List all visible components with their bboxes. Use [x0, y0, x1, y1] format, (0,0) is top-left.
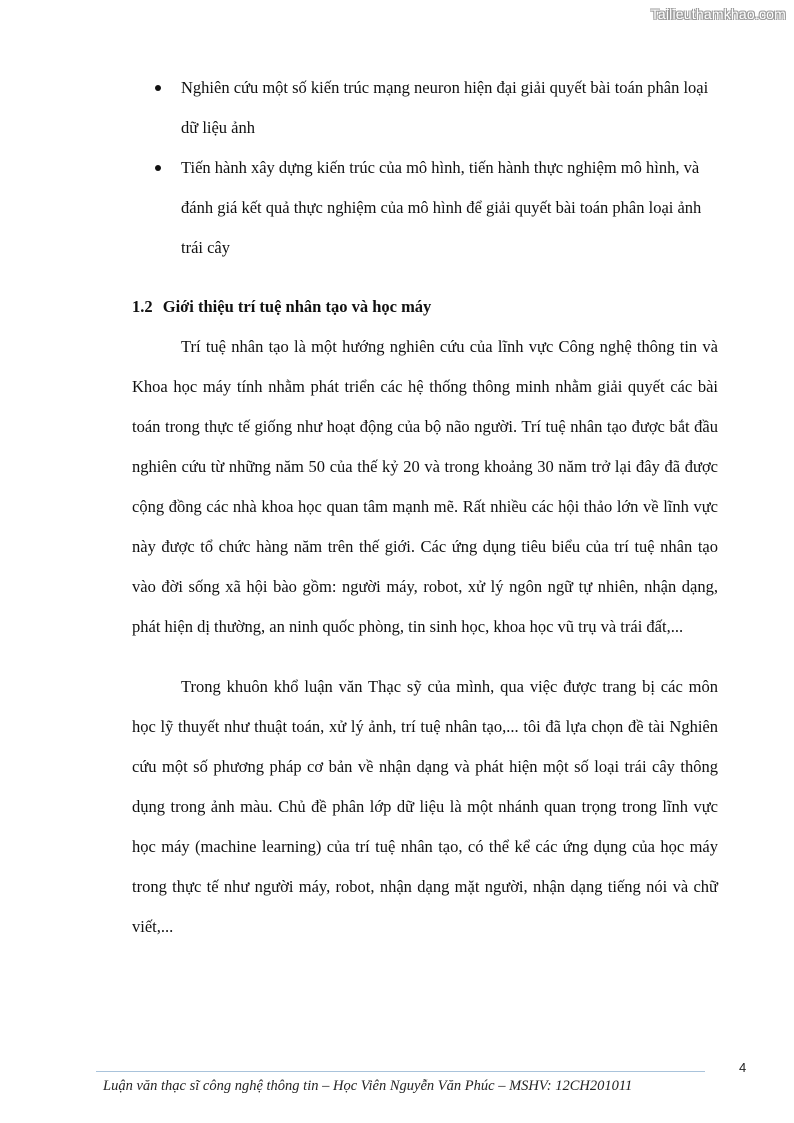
- list-item: [132, 68, 718, 148]
- footer-text: Luận văn thạc sĩ công nghệ thông tin – Học Viên Nguyễn Văn Phúc – MSHV: 12CH201011: [103, 1078, 633, 1094]
- paragraph: Trí tuệ nhân tạo là một hướng nghiên cứu của lĩnh vực Công nghệ thông tin và Khoa học máy tính nhằm phát triển các hệ thống thông minh nhằm giải quyết các bài toán trong thực tế giống như hoạt động của bộ não người. Trí tuệ nhân tạo được bắt đầu nghiên cứu từ những năm 50 của thế kỷ 20 và trong khoảng 30 năm trở lại đây đã được cộng đồng các nhà khoa học quan tâm mạnh mẽ. Rất nhiều các hội thảo lớn về lĩnh vực này được tổ chức hàng năm trên thế giới. Các ứng dụng tiêu biểu của trí tuệ nhân tạo vào đời sống xã hội bào gồm: người máy, robot, xử lý ngôn ngữ tự nhiên, nhận dạng, phát hiện dị thường, an ninh quốc phòng, tin sinh học, khoa học vũ trụ và trái đất,...: [132, 337, 718, 636]
- section-heading: [132, 287, 718, 327]
- bullet-list: [132, 68, 718, 268]
- paragraph: Trong khuôn khổ luận văn Thạc sỹ của mình, qua việc được trang bị các môn học lỹ thuyết như thuật toán, xử lý ảnh, trí tuệ nhân tạo,... tôi đã lựa chọn đề tài Nghiên cứu một số phương pháp cơ bản về nhận dạng và phát hiện một số loại trái cây thông dụng trong ảnh màu. Chủ đề phân lớp dữ liệu là một nhánh quan trọng trong lĩnh vực học máy (machine learning) của trí tuệ nhân tạo, có thể kể các ứng dụng của học máy trong thực tế như người máy, robot, nhận dạng mặt người, nhận dạng tiếng nói và chữ viết,...: [132, 677, 718, 936]
- bullet-icon: [155, 165, 161, 171]
- list-item: [132, 148, 718, 268]
- bullet-icon: [155, 85, 161, 91]
- section-number: 1.2: [132, 297, 153, 316]
- list-item-text: Tiến hành xây dựng kiến trúc của mô hình, tiến hành thực nghiệm mô hình, và đánh giá kết quả thực nghiệm của mô hình để giải quyết bài toán phân loại ảnh trái cây: [181, 158, 702, 257]
- watermark: Tailieuthamkhao.com: [650, 6, 786, 22]
- page-number: 4: [739, 1060, 747, 1075]
- footer-divider: [96, 1071, 705, 1072]
- document-body: [132, 68, 718, 947]
- section-title: Giới thiệu trí tuệ nhân tạo và học máy: [162, 297, 432, 316]
- list-item-text: Nghiên cứu một số kiến trúc mạng neuron hiện đại giải quyết bài toán phân loại dữ liệu ảnh: [181, 78, 709, 137]
